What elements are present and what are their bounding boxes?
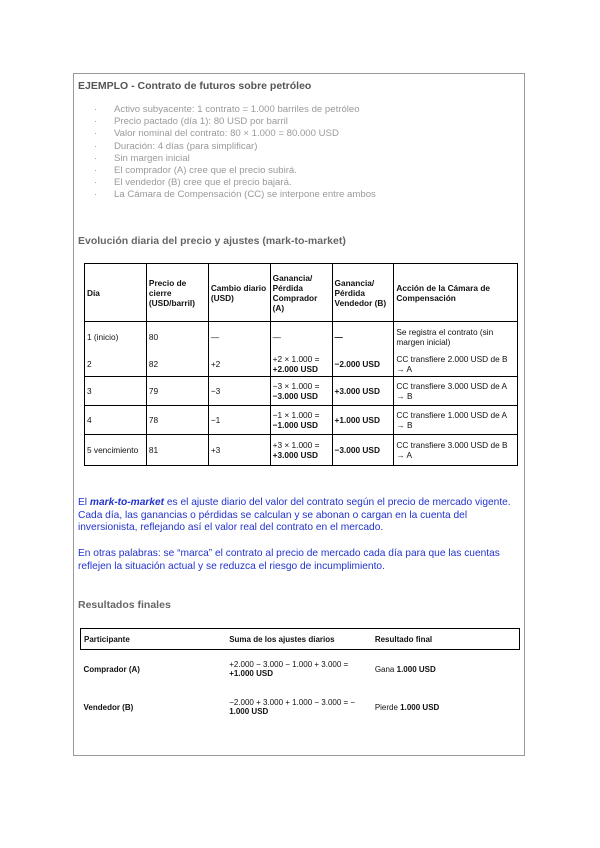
table-row: 1 (inicio) 80 — — — Se registra el contrato (sin margen inicial) [85, 322, 518, 353]
contract-bullet-list [94, 104, 376, 202]
header-buyer-pnl: Ganancia/ Pérdida Comprador (A) [270, 264, 332, 322]
bullet-item: · Sin margen inicial [94, 152, 190, 164]
header-sum-adjustments: Suma de los ajustes diarios [226, 629, 372, 650]
bullet-item: · Activo subyacente: 1 contrato = 1.000 barriles de petróleo [94, 104, 360, 115]
bullet-item: · Duración: 4 días (para simplificar) [94, 140, 258, 152]
header-final-result: Resultado final [372, 629, 520, 650]
bullet-marker: · [94, 104, 98, 115]
table-row: 5 vencimiento 81 +3 +3 × 1.000 = +3.000 USD −3.000 USD CC transfiere 3.000 USD de B → A [85, 435, 518, 466]
header-seller-pnl: Ganancia/ Pérdida Vendedor (B) [332, 264, 394, 322]
header-close-price: Precio de cierre (USD/barril) [146, 264, 208, 322]
header-daily-change: Cambio diario (USD) [208, 264, 270, 322]
bullet-marker: · [94, 165, 98, 177]
section-title-final-results: Resultados finales [78, 599, 171, 611]
table-header-row [81, 629, 520, 650]
bullet-marker: · [94, 177, 98, 189]
final-results-table [80, 628, 520, 726]
bullet-item: · Valor nominal del contrato: 80 × 1.000 = 80.000 USD [94, 128, 339, 140]
bullet-marker: · [94, 189, 98, 201]
header-cc-action: Acción de la Cámara de Compensación [394, 264, 518, 322]
mark-to-market-explanation: En otras palabras: se “marca” el contrato al precio de mercado cada día para que las cuentas reflejen la situación actual y se reduzca el riesgo de incumplimiento. [78, 548, 500, 572]
bullet-item: · El comprador (A) cree que el precio subirá. [94, 165, 297, 177]
header-participant: Participante [81, 629, 227, 650]
bullet-item: · El vendedor (B) cree que el precio bajará. [94, 177, 292, 189]
bullet-marker: · [94, 152, 98, 164]
table-row: 4 78 −1 −1 × 1.000 = −1.000 USD +1.000 USD CC transfiere 1.000 USD de A → B [85, 406, 518, 435]
table-row: 2 82 +2 +2 × 1.000 = +2.000 USD −2.000 USD CC transfiere 2.000 USD de B → A [85, 352, 518, 377]
mark-to-market-term: mark-to-market [89, 497, 165, 508]
example-title: EJEMPLO - Contrato de futuros sobre petróleo [78, 80, 312, 92]
header-day: Día [85, 264, 147, 322]
bullet-marker: · [94, 128, 98, 140]
mark-to-market-definition: El mark-to-market es el ajuste diario del valor del contrato según el precio de mercado vigente. Cada día, las ganancias o pérdidas se calculan y se abonan o cargan en la cuenta del inversionista, reflejando así el valor real del contrato en el mercado. [78, 497, 511, 533]
bullet-marker: · [94, 140, 98, 152]
daily-adjustments-table [84, 263, 518, 466]
table-row: Comprador (A) +2.000 − 3.000 − 1.000 + 3.000 = +1.000 USD Gana 1.000 USD [83, 660, 436, 678]
table-row: 3 79 −3 −3 × 1.000 = −3.000 USD +3.000 USD CC transfiere 3.000 USD de A → B [85, 377, 518, 406]
section-title-daily-evolution: Evolución diaria del precio y ajustes (mark-to-market) [78, 235, 346, 247]
bullet-marker: · [94, 116, 98, 128]
bullet-item: · Precio pactado (día 1): 80 USD por barril [94, 116, 288, 128]
table-row: Vendedor (B) −2.000 + 3.000 + 1.000 − 3.000 = − 1.000 USD Pierde 1.000 USD [83, 698, 440, 716]
bullet-item: · La Cámara de Compensación (CC) se interpone entre ambos [94, 189, 376, 201]
table-header-row [85, 264, 518, 322]
